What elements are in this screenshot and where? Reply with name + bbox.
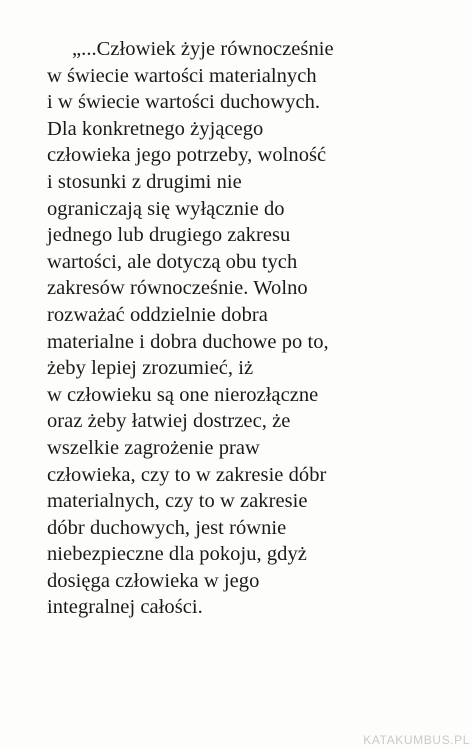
text-line: dosięga człowieka w jego bbox=[47, 569, 260, 592]
text-line: wartości, ale dotyczą obu tych bbox=[47, 250, 298, 273]
text-line: Dla konkretnego żyjącego bbox=[47, 117, 264, 140]
text-line: człowieka jego potrzeby, wolność bbox=[47, 144, 327, 167]
text-line: w świecie wartości materialnych bbox=[47, 64, 317, 87]
text-line: materialne i dobra duchowe po to, bbox=[47, 330, 329, 353]
text-line: jednego lub drugiego zakresu bbox=[47, 224, 291, 247]
text-line: i w świecie wartości duchowych. bbox=[47, 91, 321, 114]
text-line: dóbr duchowych, jest równie bbox=[47, 516, 287, 539]
text-line: człowieka, czy to w zakresie dóbr bbox=[47, 463, 327, 486]
text-line: integralnej całości. bbox=[47, 596, 203, 619]
text-line: niebezpieczne dla pokoju, gdyż bbox=[47, 543, 307, 566]
watermark: KATAKUMBUS.PL bbox=[363, 733, 470, 747]
text-line: w człowieku są one nierozłączne bbox=[47, 383, 319, 406]
text-line: oraz żeby łatwiej dostrzec, że bbox=[47, 410, 291, 433]
text-line: wszelkie zagrożenie praw bbox=[47, 436, 260, 459]
text-line: „...Człowiek żyje równocześnie bbox=[72, 38, 334, 60]
quote-paragraph bbox=[47, 36, 457, 621]
text-line: materialnych, czy to w zakresie bbox=[47, 490, 308, 513]
text-line: żeby lepiej zrozumieć, iż bbox=[47, 357, 254, 380]
text-line: zakresów równocześnie. Wolno bbox=[47, 277, 308, 300]
text-line: i stosunki z drugimi nie bbox=[47, 170, 242, 193]
text-line: ograniczają się wyłącznie do bbox=[47, 197, 285, 220]
text-line: rozważać oddzielnie dobra bbox=[47, 303, 268, 326]
